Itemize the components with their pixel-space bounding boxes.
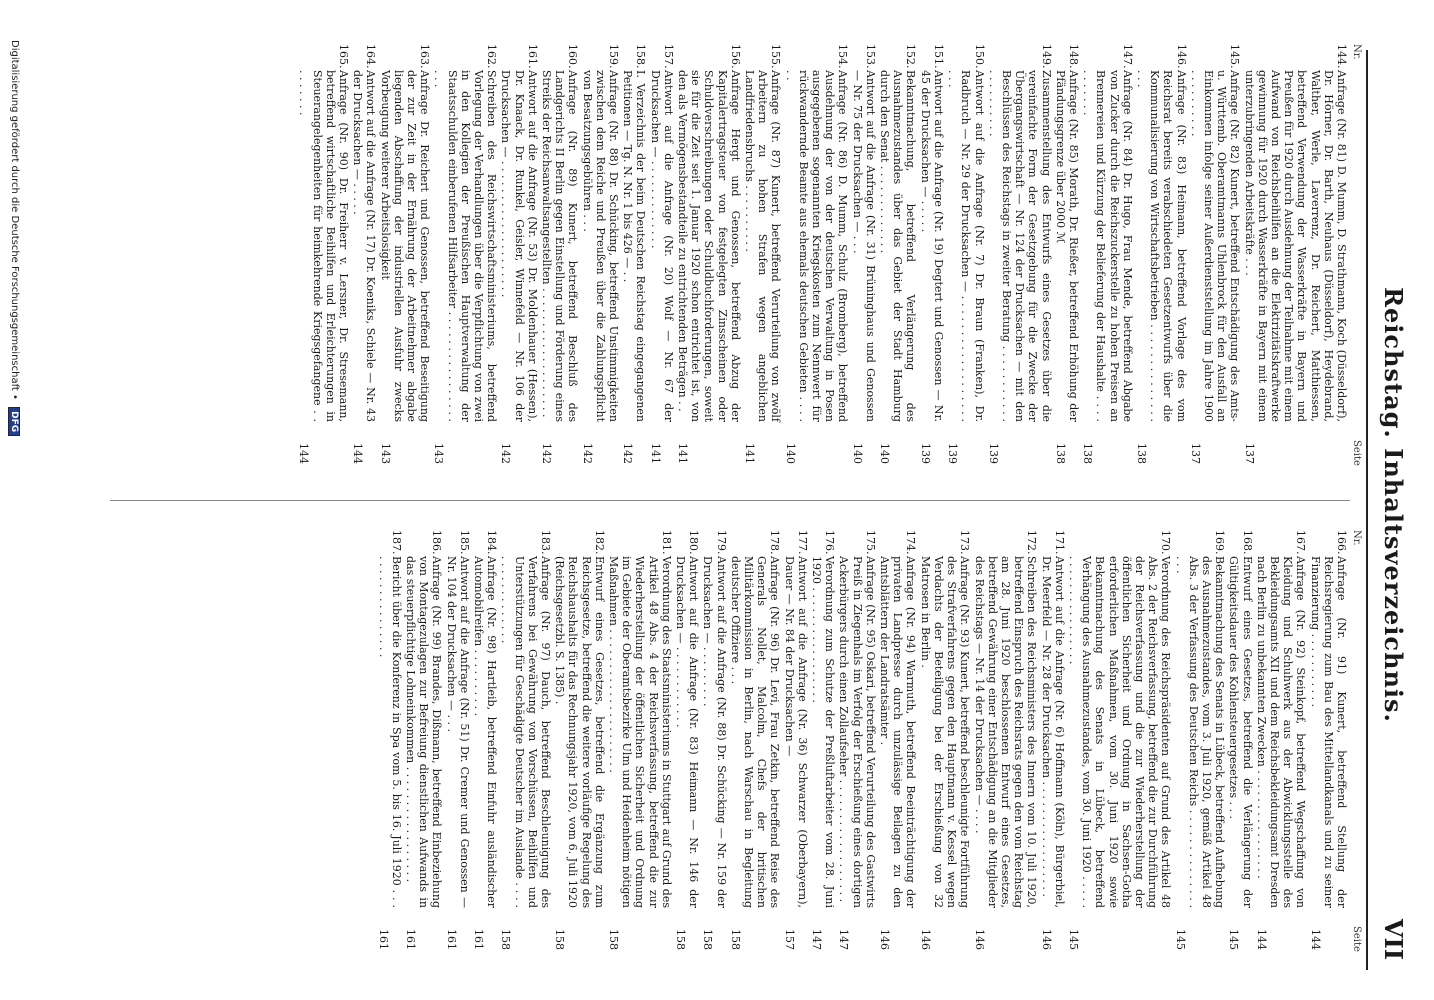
entry-page: 158 (701, 929, 715, 950)
entry-page: 139 (946, 443, 960, 464)
entry-text: Schreiben des Reichsministers des Innern vom 10. Juli 1920, betreffend Einspruch des Reichsrats gegen den vom Reichstag am 28. Juni 1920 beschlossenen Entwurf eines Gesetzes, betreffend Gewährung einer Entschädigung an die Mitglieder des Reichstags — Nr. 14 der Drucksachen — . . . . (972, 556, 1039, 908)
entry-number: 155. (769, 44, 783, 69)
toc-entry (946, 44, 986, 464)
entry-page: 140 (850, 443, 864, 464)
toc-entry (432, 44, 498, 464)
entry-page: 144 (297, 443, 311, 464)
entry-page: 141 (676, 443, 690, 464)
toc-entry (297, 44, 350, 464)
entry-number: 150. (972, 44, 986, 69)
entry-text: Anfrage Dr. Reichert und Genossen, betreffend Beseitigung der zur Zeit in der Ernährung der Arbeitnehmer abgabe liegenden Abschaffung der industriellen Ausfuhr zwecks Vorbeugung weiterer Arbeitslosigkeit (378, 70, 432, 422)
toc-entry (1081, 44, 1134, 464)
entry-text: Anfrage (Nr. 81) D. Mumm, D. Strathmann, Koch (Düsseldorf), Dr. Hörner, Dr. Barth, Neuhaus (Düsseldorf), Heydebrand, Walther, Werle, Laverrenz, Dr. Reichert, Matthiessen, betreffend Verwendung der Wasserkräfte in Bayern und Preußen für 1920 durch Ausdehnung der Teilnahme mit einem Aufwand von Reichsbeihilfen an die Elektrizitätskraftwerke gewinnung für 1920 durch Wasserkräfte in Bayern mit einem unterzubringenden Arbeitskräfte . . . (1242, 70, 1348, 422)
entry-text: Antwort auf die Anfrage (Nr. 53) Dr. Moldenhauer (Hessen), Dr. Knaack, Dr. Runkel, Geisler, Winnefeld — Nr. 106 der Drucksachen — . . . . . . . . . . . . . . . . . . . . (499, 70, 539, 422)
entry-text: Antwort auf die Anfrage (Nr. 20) Wolf — Nr. 67 der Drucksachen — . . . . . . . . . . . . . (648, 70, 675, 422)
entry-page: 142 (499, 443, 513, 464)
entry-text: Schreiben des Reichswirtschaftsministeriums, betreffend Vorlegung der Verhandlungen über die Verpflichtung von zwei in den Kollegien der Preußischen Hauptverwaltung der Staatsschulden einberufenen Hilfsarbeiter . . . . . . . . . . . . . . . . . . . (432, 70, 499, 422)
entry-number: 151. (931, 44, 945, 69)
toc-entry (743, 44, 783, 464)
entry-page: 158 (607, 929, 621, 950)
entry-number: 159. (607, 44, 621, 69)
toc-entry (376, 530, 402, 950)
page-title: Reichstag. Inhaltsverzeichnis. (1379, 287, 1408, 723)
entry-page: 158 (553, 929, 567, 950)
toc-entry (919, 530, 972, 950)
entry-page: 158 (728, 929, 742, 950)
entry-page: 147 (810, 929, 824, 950)
entry-number: 147. (1120, 44, 1134, 69)
toc-entry (987, 44, 1053, 464)
toc-entry (837, 530, 877, 950)
entry-page: 145 (1227, 929, 1241, 950)
toc-entry (1054, 44, 1080, 464)
entry-page: 161 (376, 929, 390, 950)
left-nr-label: Nr. (1351, 44, 1362, 60)
entry-text: Antwort auf die Anfrage (Nr. 88) Dr. Schücking — Nr. 159 der Drucksachen — . . . . . . . . . (701, 556, 728, 908)
entry-number: 176. (823, 530, 837, 555)
entry-page: 140 (878, 443, 892, 464)
page-number: VII (1379, 918, 1408, 960)
entry-text: Zusammenstellung des Entwurfs eines Gesetzes über die vereinfachte Form der Gesetzgebung für die Zwecke der Übergangswirtschaft — Nr. 124 der Drucksachen — mit den Beschlüssen des Reichstags in zweiter Beratung . . . . . . . . . . . . . . . . . . . . . (986, 70, 1053, 422)
entry-text: Anfrage (Nr. 97) Dauch, betreffend Beschleunigung des Verfahrens bei Gewährung von Vorschüssen, Beihilfen und Unterstützungen für Geschädigte Deutscher im Auslande . . . . . . . . . . . . . . . . . (499, 556, 553, 908)
toc-entry (378, 44, 431, 464)
right-column (375, 530, 1348, 950)
toc-entry (972, 530, 1038, 950)
entry-page: 139 (918, 443, 932, 464)
entry-number: 158. (634, 44, 648, 69)
entry-page: 143 (432, 443, 446, 464)
toc-entry (919, 44, 945, 464)
entry-text: Entwurf eines Gesetzes, betreffend die Verlängerung der Gültigkeitsdauer des Kohlensteuergesetzes . . . (1227, 556, 1254, 908)
entry-page: 138 (1134, 443, 1148, 464)
entry-number: 187. (389, 530, 403, 555)
entry-page: 161 (472, 929, 485, 950)
entry-text: Anfrage (Nr. 93) Kunert, betreffend beschleunigte Fortführung des Strafverfahrens gegen den Hauptmann v. Kessel wegen Verdachts der Beteiligung bei der Erschießung von 32 Matrosen in Berlin . (918, 556, 972, 908)
toc-entry (674, 530, 700, 950)
entry-text: Entwurf eines Gesetzes, betreffend die Ergänzung zum Reichsgesetze, betreffend die weitere vorläufige Regelung des Reichshaushalts für das Rechnungsjahr 1920, vom 6. Juli 1920 (Reichsgesetzbl. S. 1385) . (553, 556, 606, 908)
entry-number: 163. (418, 44, 432, 69)
entry-number: 186. (430, 530, 444, 555)
entry-number: 146. (1174, 44, 1188, 69)
entry-page: 141 (648, 443, 662, 464)
entry-page: 142 (621, 443, 635, 464)
entry-page: 161 (444, 929, 458, 950)
toc-entry (1308, 530, 1348, 950)
entry-text: Antwort auf die Anfrage (Nr. 36) Schwarzer (Oberbayern), Dauer — Nr. 84 der Drucksachen — (782, 556, 809, 908)
entry-text: Anfrage (Nr. 85) Morath, Dr. Rießer, betreffend Erhöhung der Pfändungsgrenze über 2000 ℳ (1053, 70, 1080, 422)
entry-number: 165. (336, 44, 350, 69)
left-seite-label: Seite (1351, 440, 1362, 466)
column-divider (110, 500, 1350, 501)
toc-entry (404, 530, 444, 950)
entry-number: 167. (1294, 530, 1308, 555)
entry-text: Anfrage Hergt und Genossen, betreffend Abzug der Kapitalertragsteuer von festgelegten Zinsscheinen oder Schuldverschreibungen oder Schuldbuchforderungen, soweit sie für die Zeit seit 1. Januar 1920 schon entrichtet ist, von den als Vermögensbestandteile zu entrichtenden Beträgen . . (676, 70, 742, 422)
toc-entry (1135, 44, 1188, 464)
toc-entry (648, 44, 674, 464)
entry-text: Anfrage (Nr. 99) Brandes, Dißmann, betreffend Einbeziehung von Montagezulagen zur Befreiung dienstlichen Aufwands in das steuerpflichtige Lohneinkommen . . . . . . . . . . . . . . . . . (403, 556, 444, 908)
entry-text: Anfrage (Nr. 89) Kunert, betreffend Beschluß des Landgerichts II Berlin gegen Einstellung und Förderung eines Streiks der Reichsanwaltsangestellten . . . . . . . . . . . . . . . . . . . (540, 70, 580, 422)
toc-entry (607, 530, 673, 950)
footer-text: Digitalisierung gefördert durch die Deutsche Forschungsgemeinschaft • (9, 40, 20, 400)
entry-page: 138 (1081, 443, 1095, 464)
toc-entry (499, 44, 539, 464)
entry-number: 183. (539, 530, 553, 555)
entry-number: 173. (958, 530, 972, 555)
toc-entry (676, 44, 742, 464)
entry-page: 145 (1066, 929, 1080, 950)
entry-page: 161 (403, 929, 417, 950)
entry-page: 158 (674, 929, 688, 950)
header-rule (1366, 50, 1368, 970)
entry-page: 144 (1254, 929, 1268, 950)
toc-entry (553, 530, 606, 950)
entry-page: 147 (837, 929, 851, 950)
toc-entry (701, 530, 727, 950)
entry-page: 138 (1053, 443, 1067, 464)
entry-text: I. Verzeichnis der beim Deutschen Reichstag eingegangenen Petitionen — Tg. N. Nr. 1 bis 426 — . . (621, 70, 648, 422)
entry-number: 164. (364, 44, 378, 69)
entry-text: Antwort auf die Anfrage (Nr. 83) Heimann — Nr. 146 der Drucksachen — . . . . . . . . . . . . (674, 556, 701, 908)
entry-text: Antwort auf die Anfrage (Nr. 7) Dr. Braun (Franken), Dr. Radbruch — Nr. 29 der Drucksachen — . . . . . . . . . . . . . . . . . . . . . (946, 70, 986, 422)
entry-number: 181. (659, 530, 673, 555)
entry-number: 184. (485, 530, 499, 555)
toc-entry (1067, 530, 1173, 950)
entry-text: Verordnung zum Schutze der Preßluftarbeiter vom 28. Juni 1920 . . . . . . . . . . . . . . . . . (810, 556, 837, 908)
entry-page: 141 (743, 443, 757, 464)
entry-text: Anfrage (Nr. 87) Kunert, betreffend Verurteilung von zwölf Arbeitern zu hohen Strafen wegen angeblichen Landfriedensbruchs . . . . . . . . . . (743, 70, 783, 422)
entry-page: 142 (580, 443, 594, 464)
entry-page: 145 (1173, 929, 1187, 950)
entry-number: 149. (1039, 44, 1053, 69)
entry-number: 156. (728, 44, 742, 69)
toc-entry (499, 530, 552, 950)
entry-number: 152. (904, 44, 918, 69)
entry-number: 145. (1228, 44, 1242, 69)
toc-entry (878, 44, 918, 464)
entry-text: Antwort auf die Anfrage (Nr. 17) Dr. Koeniks, Schiele — Nr. 43 der Drucksachen — . . . . . (351, 70, 378, 422)
entry-page: 137 (1188, 443, 1202, 464)
entry-text: Anfrage (Nr. 82) Kunert, betreffend Entschädigung des Amts- u. Württemb. Oberamtmanns Uhlenbrock für den Ausfall an Einkommen infolge seiner Außerdienststellung im Jahre 1900 . . . . . . . . . . (1188, 70, 1242, 422)
entry-text: Anfrage (Nr. 90) Dr. Freiherr v. Lersner, Dr. Stresemann, betreffend wirtschaftliche Beihilfen und Erleichterungen in Steuerangelegenheiten für heimkehrende Kriegsgefangene . . . . . . . . . (297, 70, 350, 422)
entry-page: 158 (499, 929, 513, 950)
entry-text: Anfrage (Nr. 84) Dr. Hugo, Frau Mende, betreffend Abgabe von Zucker durch die Reichszuckerstelle zu hohen Preisen an Brennereien und Kürzung der Belieferung der Haushalte . . . . . . . . . . . (1081, 70, 1134, 422)
entry-page: 140 (783, 443, 797, 464)
entry-page: 146 (972, 929, 986, 950)
entry-page: 142 (540, 443, 554, 464)
dfg-logo: DFG (8, 407, 20, 436)
entry-text: Verordnung des Staatsministeriums in Stuttgart auf Grund des Artikel 48 Abs. 4 der Reichsverfassung, betreffend die zur Wiederherstellung der öffentlichen Sicherheit und Ordnung im Gebiete der Oberamtsbezirke Ulm und Heidenheim nötigen Maßnahmen . . . . . . . . . . . . . . . . . . . . . (607, 556, 673, 908)
entry-text: Antwort auf die Anfrage (Nr. 51) Dr. Cremer und Genossen — Nr. 104 der Drucksachen — . . . (444, 556, 471, 908)
entry-text: Antwort auf die Anfrage (Nr. 31) Brüninghaus und Genossen — Nr. 75 der Drucksachen — . . . (850, 70, 877, 422)
entry-page: 146 (918, 929, 932, 950)
entry-text: Verordnung des Reichspräsidenten auf Grund des Artikel 48 Abs. 2 der Reichsverfassung, betreffend die zur Durchführung der Reichsverfassung und die zur Wiederherstellung der öffentlichen Sicherheit und Ordnung in Sachsen-Gotha erforderlichen Maßnahmen, vom 30. Juni 1920 sowie Bekanntmachung des Senats in Lübeck, betreffend Verhängung des Ausnahmezustandes, vom 30. Juni 1920 . . . . . . . . . . . . . . . . . . . . . (1066, 556, 1173, 908)
entry-number: 178. (768, 530, 782, 555)
entry-number: 153. (863, 44, 877, 69)
footer (8, 40, 20, 436)
entry-page: 146 (1039, 929, 1053, 950)
entry-number: 154. (836, 44, 850, 69)
entry-number: 161. (525, 44, 539, 69)
toc-entry (580, 44, 620, 464)
toc-entry (1039, 530, 1065, 950)
toc-entry (1189, 44, 1242, 464)
toc-entry (1242, 44, 1348, 464)
entry-text: Bericht über die Konferenz in Spa vom 5. bis 16. Juli 1920 . . . . . . . . . . . . . . . . . . (376, 556, 403, 908)
entry-text: Anfrage (Nr. 96) Dr. Levi, Frau Zetkin, betreffend Reise des Generals Nollet, Malcolm, Chefs der britischen Militärkommission in Berlin, nach Warschau in Begleitung deutscher Offiziere . . . (728, 556, 782, 908)
entry-text: Anfrage (Nr. 88) Dr. Schücking, betreffend Unstimmigkeiten zwischen dem Reiche und Preußen über die Zahlungspflicht von Besatzungsgebühren . . . (580, 70, 621, 422)
toc-entry (850, 44, 876, 464)
entry-number: 185. (457, 530, 471, 555)
toc-entry (782, 530, 808, 950)
entry-number: 169. (1213, 530, 1227, 555)
entry-number: 168. (1240, 530, 1254, 555)
entry-number: 160. (566, 44, 580, 69)
entry-text: Anfrage (Nr. 94) Warmuth, betreffend Beeinträchtigung der privaten Landpresse durch unzulässige Beilagen zu den Amtsblättern der Landratsämter . (878, 556, 918, 908)
entry-number: 166. (1335, 530, 1348, 555)
toc-entry (878, 530, 918, 950)
entry-number: 179. (714, 530, 728, 555)
entry-number: 144. (1335, 44, 1348, 69)
entry-text: Bekanntmachung, betreffend Verlängerung des Ausnahmezustandes über das Gebiet der Stadt Hamburg durch den Senat . . . . . . . . . . . . . (878, 70, 918, 422)
entry-number: 172. (1025, 530, 1039, 555)
toc-entry (351, 44, 377, 464)
entry-page: 146 (878, 929, 892, 950)
toc-entry (783, 44, 849, 464)
entry-text: Bekanntmachung des Senats in Lübeck, betreffend Aufhebung des Ausnahmezustandes, vom 3. Juli 1920, gemäß Artikel 48 Abs. 3 der Verfassung des Deutschen Reichs . . . . . . . . . . . . . . . . . (1173, 556, 1227, 908)
entry-text: Anfrage (Nr. 91) Kunert, betreffend Stellung der Reichsregierung zum Bau des Mittellandkanals und zu seiner Finanzierung . . . . . . . . . . . (1308, 556, 1348, 908)
entry-number: 157. (661, 44, 675, 69)
entry-number: 170. (1159, 530, 1173, 555)
toc-entry (729, 530, 782, 950)
entry-number: 148. (1066, 44, 1080, 69)
toc-entry (444, 530, 470, 950)
entry-number: 174. (904, 530, 918, 555)
entry-page: 157 (782, 929, 796, 950)
toc-entry (472, 530, 498, 950)
entry-text: Anfrage (Nr. 83) Heimann, betreffend Vorlage des vom Reichsrat bereits verabschiedeten Gesetzentwurfs über die Kommunalisierung von Wirtschaftsbetrieben . . . . . . . . . . . . . . . . . (1134, 70, 1188, 422)
toc-entry (810, 530, 836, 950)
toc-entry (1255, 530, 1308, 950)
right-seite-label: Seite (1351, 926, 1362, 952)
entry-number: 180. (687, 530, 701, 555)
entry-text: Anfrage (Nr. 98) Hartleib, betreffend Einfuhr ausländischer Automobilreifen . . . . . . . . . . (472, 556, 499, 908)
left-column (296, 44, 1348, 464)
entry-page: 144 (351, 443, 365, 464)
entry-text: Anfrage (Nr. 95) Oskari, betreffend Verurteilung des Gastwirts Preiß in Ziegenhals im Verfolg der Erschießung eines dortigen Ackerbürgers durch einen Zollaufseher . . . . . . . . . . . . . . . . . . (837, 556, 877, 908)
toc-entry (1173, 530, 1226, 950)
entry-text: Antwort auf die Anfrage (Nr. 19) Degtert und Genossen — Nr. 45 der Drucksachen — . . . . . (918, 70, 945, 422)
entry-page: 143 (378, 443, 392, 464)
entry-number: 171. (1052, 530, 1066, 555)
toc-entry (540, 44, 580, 464)
entry-number: 182. (592, 530, 606, 555)
toc-entry (621, 44, 647, 464)
entry-page: 137 (1242, 443, 1256, 464)
toc-entry (1227, 530, 1253, 950)
entry-number: 175. (863, 530, 877, 555)
right-nr-label: Nr. (1351, 530, 1362, 546)
entry-page: 144 (1308, 929, 1322, 950)
entry-page: 139 (986, 443, 1000, 464)
entry-number: 162. (485, 44, 499, 69)
page-header (1370, 40, 1410, 970)
entry-text: Anfrage (Nr. 86) D. Mumm, Schulz (Bromberg), betreffend Ausdehnung der von der deutschen Verwaltung in Posen ausgegebenen sogenannten Kriegskosten zum Nennwert für rückwandernde Beamte aus ehemals deutschen Gebieten . . . . . . (783, 70, 850, 422)
entry-text: Antwort auf die Anfrage (Nr. 6) Hoffmann (Köln), Bürgerbiel, Dr. Meerfeld — Nr. 28 der Drucksachen . . . . . . . . . . . . . . . . . (1039, 556, 1066, 908)
entry-text: Anfrage (Nr. 92) Steinkopf, betreffend Wegschaffung von Kleidung und Schuhwerk aus der Abwicklungsstelle des Bekleidungsamts XII und dem Reichsbekleidungsamt Dresden nach Berlin zu unbekannten Zwecken . . . . . . . . . . . . . . . . (1254, 556, 1308, 908)
entry-number: 177. (795, 530, 809, 555)
